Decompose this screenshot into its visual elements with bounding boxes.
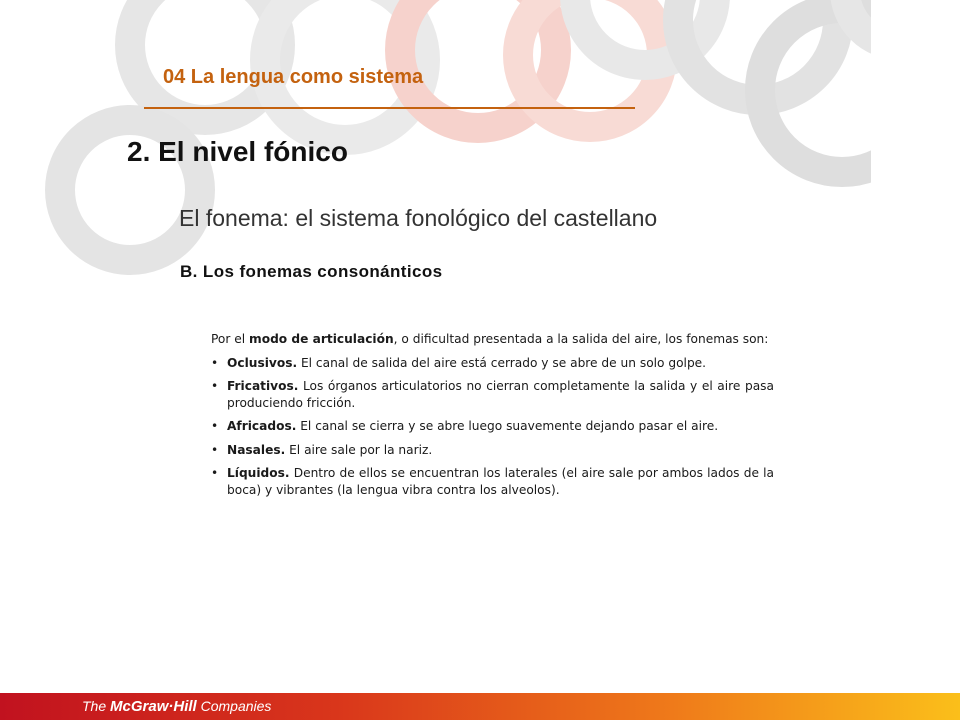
- item-term: Nasales.: [227, 442, 286, 457]
- footer-bar: [0, 693, 960, 720]
- item-text: Los órganos articulatorios no cierran completamente la salida y el aire pasa produciendo fricción.: [227, 379, 774, 410]
- logo-suffix: Companies: [196, 698, 272, 714]
- item-text: Dentro de ellos se encuentran los laterales (el aire sale por ambos lados de la boca) y vibrantes (la lengua vibra contra los alveolos).: [227, 466, 774, 497]
- bullet-icon: •: [211, 355, 219, 370]
- bullet-icon: •: [211, 466, 219, 480]
- item-text: El canal de salida del aire está cerrado y se abre de un solo golpe.: [297, 355, 707, 370]
- publisher-logo: [82, 698, 271, 715]
- header-title: 04 La lengua como sistema: [163, 66, 424, 88]
- intro-before: Por el: [211, 332, 250, 346]
- list-item: [211, 465, 774, 498]
- header-divider: [144, 107, 635, 109]
- consonant-list: [211, 355, 774, 499]
- bullet-icon: •: [211, 442, 219, 457]
- bullet-icon: •: [211, 419, 219, 433]
- list-item: [211, 418, 774, 435]
- intro-bold: modo de articulación: [249, 332, 394, 346]
- slide-subtitle: El fonema: el sistema fonológico del castellano: [179, 205, 658, 231]
- item-term: Africados.: [227, 419, 297, 433]
- subheading: B. Los fonemas consonánticos: [180, 262, 443, 281]
- list-item: [211, 378, 774, 411]
- item-text: El aire sale por la nariz.: [285, 442, 433, 457]
- bullet-icon: •: [211, 379, 219, 393]
- item-term: Fricativos.: [227, 379, 299, 393]
- item-term: Oclusivos.: [227, 355, 298, 370]
- item-term: Líquidos.: [227, 466, 290, 480]
- list-item: [211, 442, 774, 459]
- section-title: 2. El nivel fónico: [127, 136, 348, 167]
- list-item: [211, 355, 774, 372]
- logo-brand: McGraw·Hill: [110, 698, 197, 715]
- intro-after: , o dificultad presentada a la salida del aire, los fonemas son:: [393, 332, 769, 346]
- item-text: El canal se cierra y se abre luego suavemente dejando pasar el aire.: [296, 419, 719, 433]
- logo-prefix: The: [82, 698, 111, 714]
- content-block: [211, 331, 774, 505]
- intro-paragraph: [211, 331, 774, 348]
